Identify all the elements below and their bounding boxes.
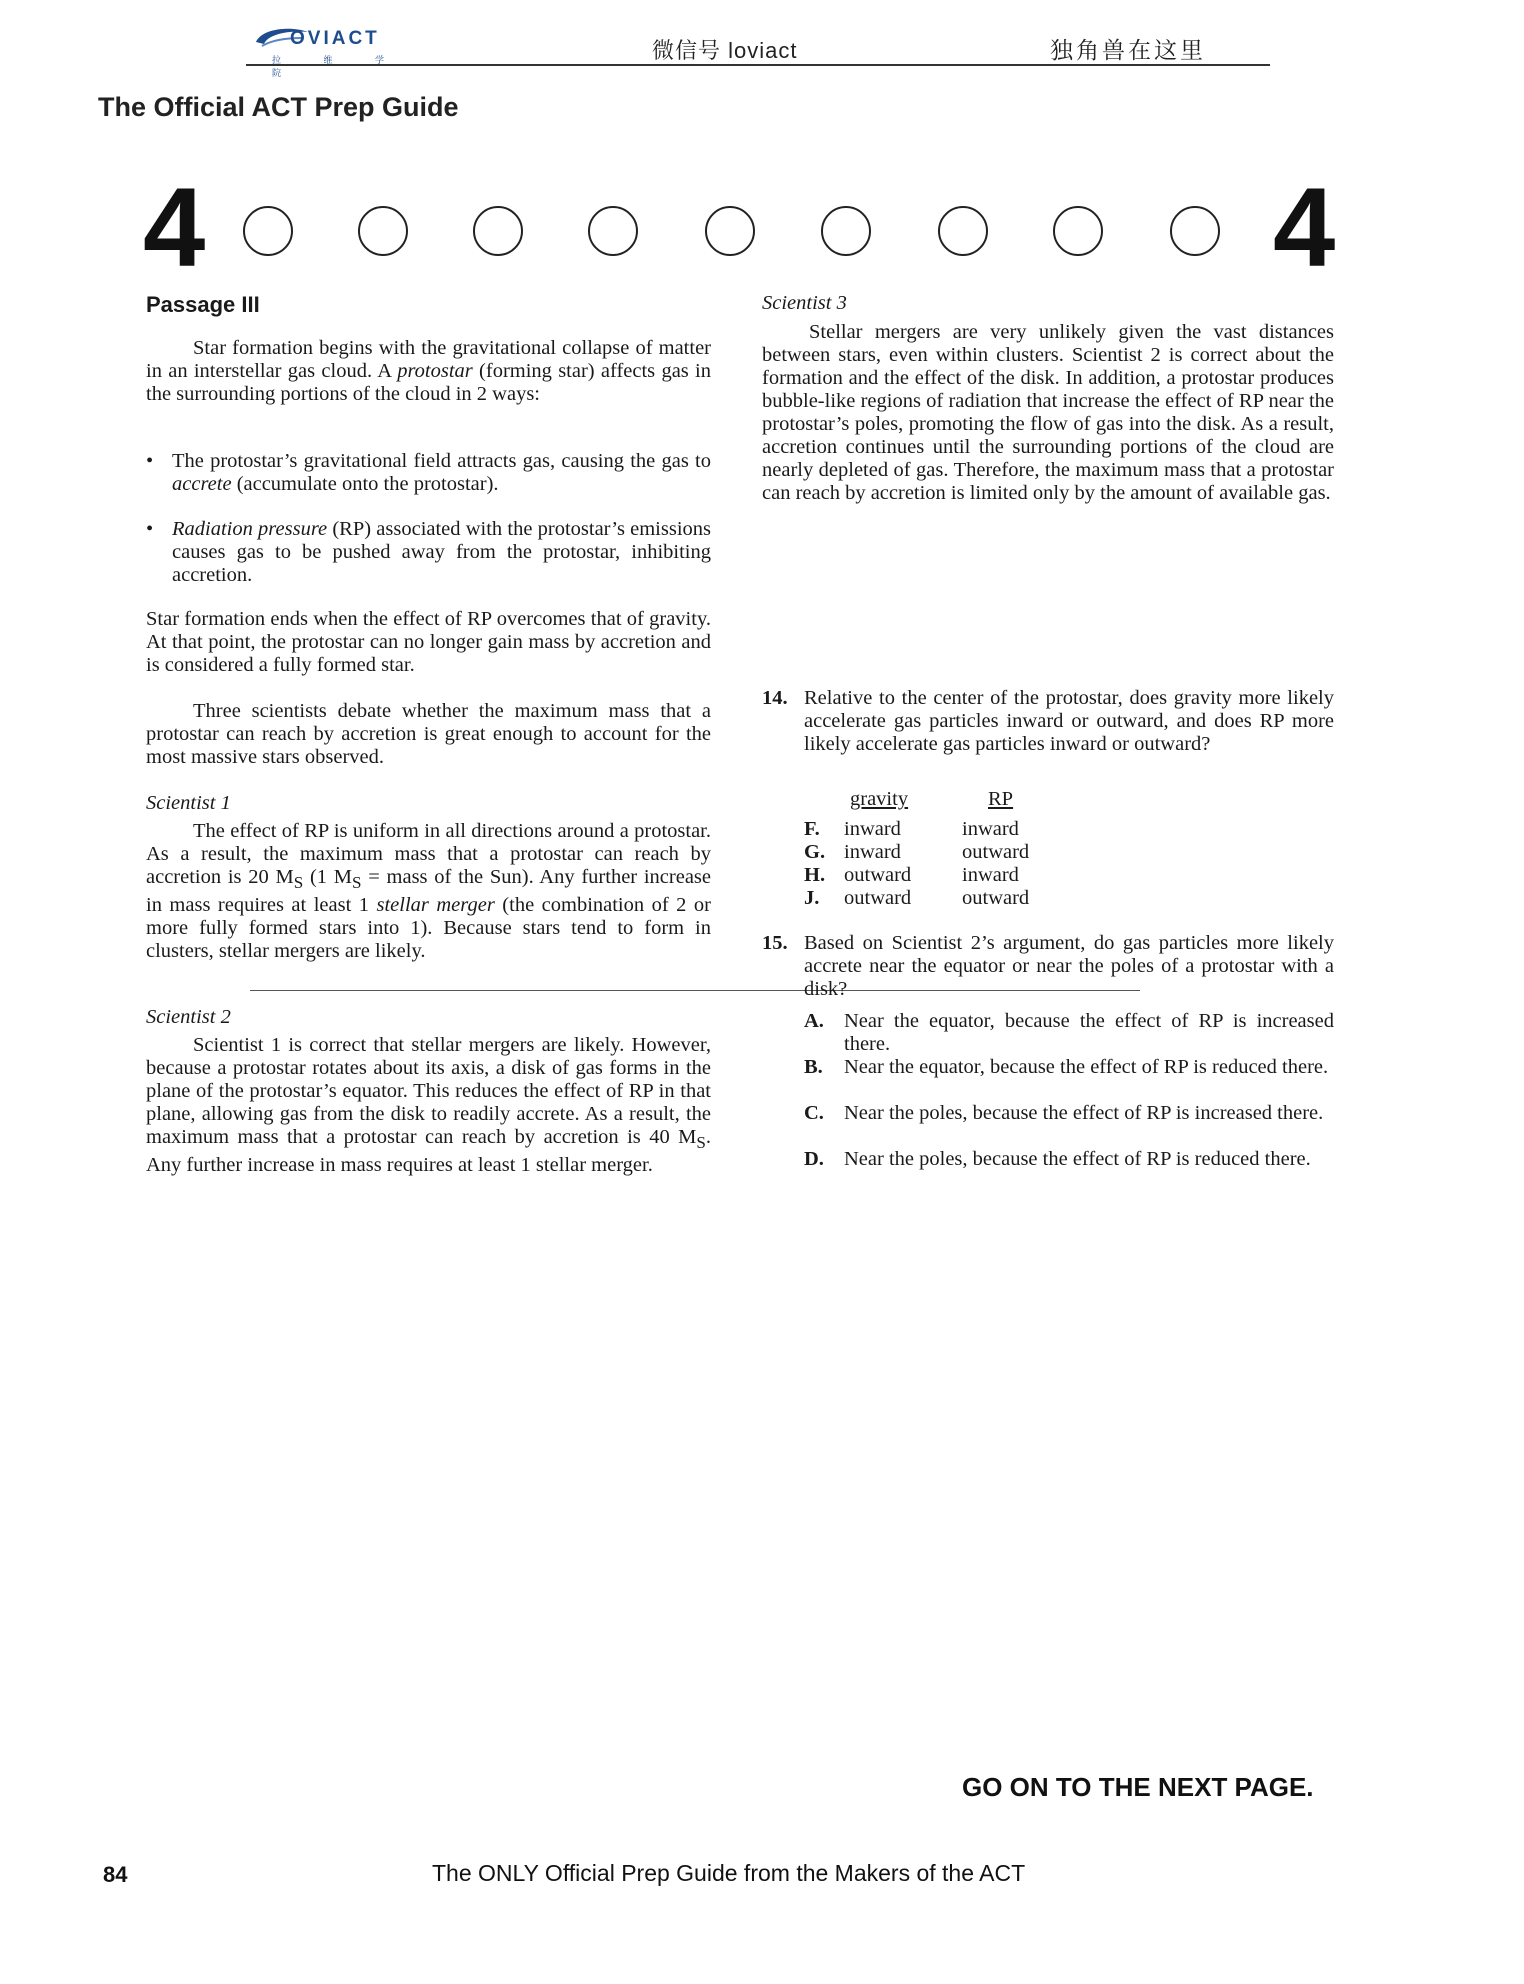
header-tagline: 独角兽在这里 <box>1050 37 1206 63</box>
go-on-notice: GO ON TO THE NEXT PAGE. <box>962 1772 1314 1802</box>
circle-icon <box>473 206 523 256</box>
debate-paragraph <box>146 700 711 769</box>
circle-icon <box>705 206 755 256</box>
section-number-left: 4 <box>143 165 206 290</box>
scientist-2-label: Scientist 2 <box>146 1006 231 1028</box>
answer-option-j[interactable] <box>804 887 1204 910</box>
circle-icon <box>821 206 871 256</box>
term-stellar-merger: stellar merger <box>376 894 495 917</box>
answer-option-d[interactable] <box>804 1148 1334 1171</box>
end-paragraph <box>146 608 711 677</box>
logo-subtitle: 拉 维 学 院 <box>272 55 405 78</box>
option-text: Near the equator, because the effect of RP is reduced there. <box>844 1056 1329 1078</box>
bullet-text: The protostar’s gravitational field attracts gas, causing the gas to <box>172 450 711 472</box>
s2-text: Scientist 1 is correct that stellar mergers are likely. However, because a protostar rotates about its axis, a disk of gas forms in the plane of the protostar’s equator. This reduces the effect of RP in that plane, allowing gas from the disk to readily accrete. As a result, the maximum mass that a protostar can reach by accretion is 40 M <box>146 1034 711 1148</box>
header-rule <box>246 64 1270 66</box>
option-gravity: inward <box>844 818 901 840</box>
question-14 <box>762 687 1334 756</box>
term-radiation-pressure: Radiation pressure <box>172 518 328 540</box>
option-gravity: inward <box>844 841 901 863</box>
circle-icon <box>243 206 293 256</box>
s1-text: The effect of RP is uniform in all directions around a protostar. As a result, the maximum mass that a protostar can reach by accretion is 20 M <box>146 820 711 888</box>
s3-text: Stellar mergers are very unlikely given the vast distances between stars, even within clusters. Scientist 2 is correct about the formation and the effect of the disk. In addition, a protostar produces bubble-like regions of radiation that increase the effect of RP near the protostar’s poles, promoting the flow of gas into the disk. As a result, accretion continues until the surrounding portions of the cloud are nearly depleted of gas. Therefore, the maximum mass that a protostar can reach by accretion is limited only by the amount of available gas. <box>762 321 1334 504</box>
section-banner <box>143 165 1343 290</box>
bullet-icon: • <box>146 518 154 540</box>
answer-option-c[interactable] <box>804 1102 1334 1125</box>
subscript: S <box>696 1133 706 1153</box>
footer-text: The ONLY Official Prep Guide from the Makers of the ACT <box>432 1860 1026 1886</box>
bullet-text: (RP) associated with the protostar’s emissions causes gas to be pushed away from the protostar, inhibiting accretion. <box>172 518 711 586</box>
s1-text: (the combination of 2 or more fully formed stars into 1). Because stars tend to form in clusters, stellar mergers are likely. <box>146 894 711 963</box>
logo <box>252 26 422 78</box>
option-text: Near the poles, because the effect of RP is increased there. <box>844 1102 1324 1124</box>
question-number: 14. <box>762 687 788 709</box>
question-15 <box>762 932 1334 1001</box>
option-letter: F. <box>804 818 820 840</box>
option-rp: inward <box>962 864 1019 886</box>
answer-option-h[interactable] <box>804 864 1204 887</box>
s2-text: . Any further increase in mass requires at least 1 stellar merger. <box>146 1126 711 1177</box>
bullet-gravity <box>146 450 711 496</box>
option-letter: C. <box>804 1102 824 1124</box>
debate-text: Three scientists debate whether the maximum mass that a protostar can reach by accretion is great enough to account for the most massive stars observed. <box>146 700 711 768</box>
option-letter: B. <box>804 1056 823 1078</box>
answer-option-b[interactable] <box>804 1056 1334 1079</box>
option-letter: H. <box>804 864 826 886</box>
term-protostar: protostar <box>397 360 473 382</box>
answer-option-a[interactable] <box>804 1010 1334 1056</box>
question-stem: Based on Scientist 2’s argument, do gas particles more likely accrete near the equator or near the poles of a protostar with a disk? <box>804 932 1334 1000</box>
option-rp: outward <box>962 841 1030 863</box>
page-number: 84 <box>103 1862 128 1887</box>
option-letter: A. <box>804 1010 824 1032</box>
circle-icon <box>358 206 408 256</box>
subscript: S <box>293 873 304 893</box>
s1-text: (1 M <box>303 866 352 888</box>
question-stem: Relative to the center of the protostar, does gravity more likely accelerate gas particles inward or outward, and does RP more likely accelerate gas particles inward or outward? <box>804 687 1334 755</box>
term-accrete: accrete <box>172 473 232 495</box>
scientist-1-label: Scientist 1 <box>146 792 231 814</box>
option-gravity: outward <box>844 887 912 909</box>
option-text: Near the equator, because the effect of RP is increased there. <box>844 1010 1334 1055</box>
option-letter: J. <box>804 887 820 909</box>
option-rp: outward <box>962 887 1030 909</box>
subscript: S <box>352 873 362 893</box>
intro-paragraph <box>146 337 711 406</box>
bullet-text: (accumulate onto the protostar). <box>231 473 499 495</box>
circle-icon <box>588 206 638 256</box>
option-gravity: outward <box>844 864 912 886</box>
bullet-icon: • <box>146 450 154 472</box>
option-text: Near the poles, because the effect of RP is reduced there. <box>844 1148 1311 1170</box>
option-rp: inward <box>962 818 1019 840</box>
scientist-3-text <box>762 321 1334 505</box>
answer-option-g[interactable] <box>804 841 1204 864</box>
wechat-id: 微信号 loviact <box>652 38 798 63</box>
question-number: 15. <box>762 932 788 954</box>
answer-option-f[interactable] <box>804 818 1204 841</box>
book-title: The Official ACT Prep Guide <box>98 92 459 122</box>
option-letter: D. <box>804 1148 824 1170</box>
option-letter: G. <box>804 841 826 863</box>
scientist-3-label: Scientist 3 <box>762 292 847 314</box>
scientist-2-text <box>146 1034 711 1177</box>
end-text: Star formation ends when the effect of RP overcomes that of gravity. At that point, the protostar can no longer gain mass by accretion and is considered a fully formed star. <box>146 608 711 676</box>
intro-text: Star formation begins with the gravitational collapse of matter in an interstellar gas cloud. A <box>146 337 711 382</box>
column-header-gravity: gravity <box>850 788 909 810</box>
scientist-1-text <box>146 820 711 963</box>
column-header-rp: RP <box>988 788 1014 810</box>
logo-wordmark: OVIACT <box>290 28 380 49</box>
section-number-right: 4 <box>1273 165 1336 290</box>
intro-text: (forming star) affects gas in the surrounding portions of the cloud in 2 ways: <box>146 360 711 405</box>
circle-icon <box>938 206 988 256</box>
circle-icon <box>1053 206 1103 256</box>
s1-text: = mass of the Sun). Any further increase in mass requires at least 1 <box>146 866 711 917</box>
passage-heading: Passage III <box>146 292 260 317</box>
bullet-radiation-pressure <box>146 518 711 587</box>
circle-icon <box>1170 206 1220 256</box>
